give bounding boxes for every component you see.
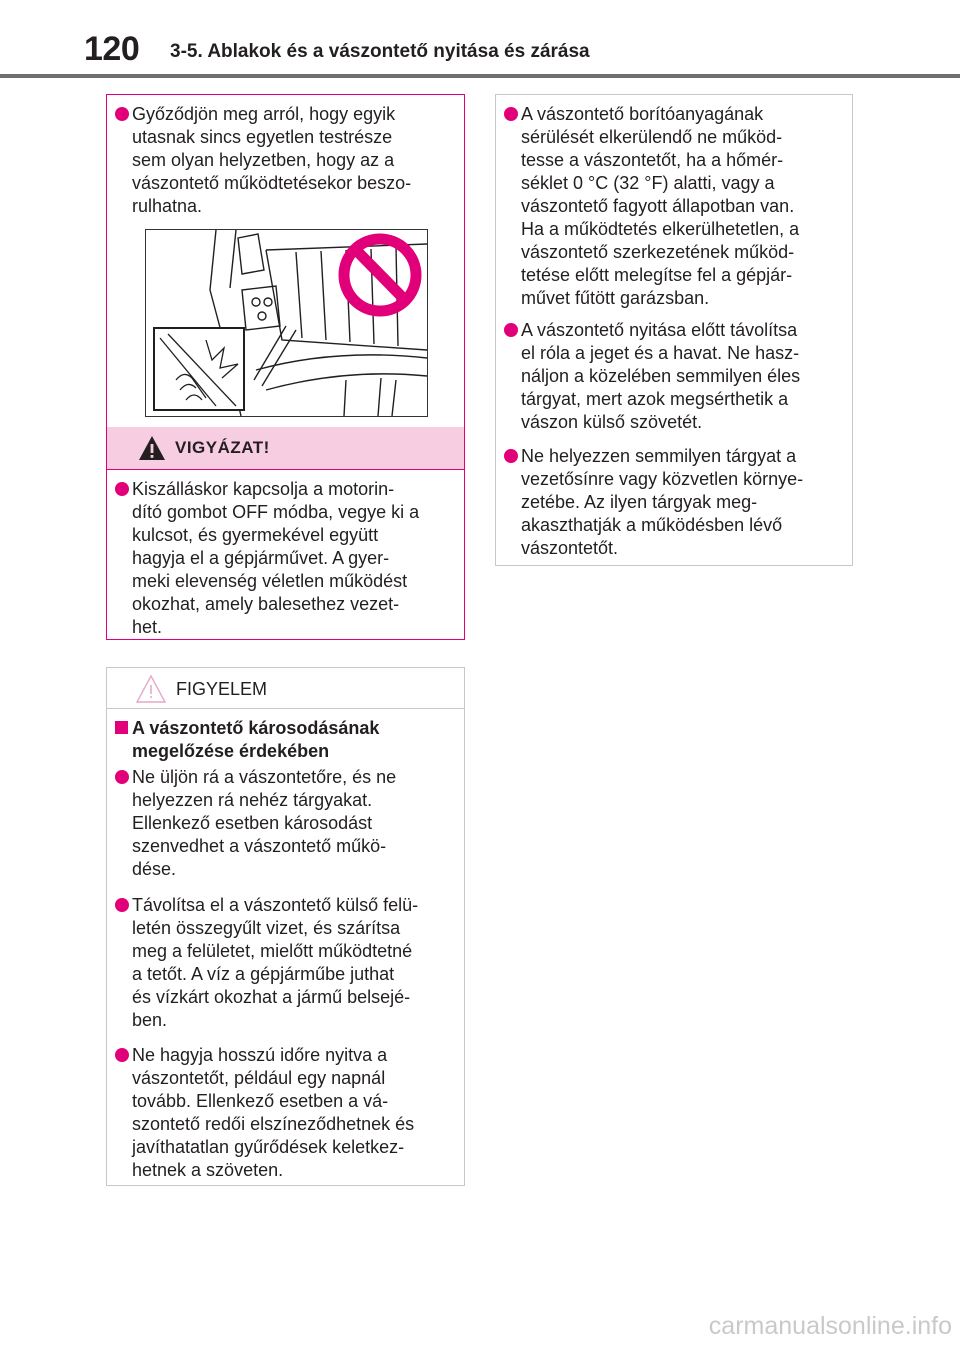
sunroof-pinch-illustration xyxy=(146,230,427,416)
notice-triangle-icon xyxy=(135,674,167,704)
notice-heading xyxy=(115,717,456,763)
notice-item-no-sitting xyxy=(115,766,456,881)
bullet-icon xyxy=(115,482,129,496)
bullet-icon xyxy=(115,898,129,912)
notice-item-text: Ne hagyja hosszú időre nyitva a vászontetőt, például egy napnál tovább. Ellenkező esetben a vá- szontető redői elszíneződhetnek és javíthatatlan gyűrődések keletkez- hetnek a szöveten. xyxy=(132,1045,415,1180)
notice-item-remove-water xyxy=(115,894,456,1032)
bullet-icon xyxy=(115,107,129,121)
warning-triangle-icon xyxy=(137,434,167,462)
right-item-text: A vászontető borítóanyagának sérülését elkerülendő ne működ- tesse a vászontetőt, ha a hőmér- séklet 0 °C (32 °F) alatti, vagy a vászontető fagyott állapotban van. Ha a működtetés elkerülhetetlen, a vászontető szerkezetének működ- tetése előtt melegítse fel a gépjár- művet fűtött garázsban. xyxy=(521,104,800,308)
notice-item-text: Ne üljön rá a vászontetőre, és ne helyezzen rá nehéz tárgyakat. Ellenkező esetben károsodást szenvedhet a vászontető műkö- dése. xyxy=(132,767,397,879)
warning-box xyxy=(106,94,465,640)
warning-item-text: Kiszálláskor kapcsolja a motorin- dító gombot OFF módba, vegye ki a kulcsot, és gyermekével együtt hagyja el a gépjárművet. A gyer- meki elevenség véletlen működést okozhat, amely balesethez vezet- het. xyxy=(132,479,420,637)
caution-band-divider xyxy=(107,469,464,470)
bullet-icon xyxy=(504,323,518,337)
bullet-icon xyxy=(504,449,518,463)
right-item-guide-rail xyxy=(504,445,844,560)
warning-item-text: Győződjön meg arról, hogy egyik utasnak sincs egyetlen testrésze sem olyan helyzetben, hogy az a vászontető működtetésekor beszo- rulhatna. xyxy=(132,104,412,216)
page-number: 120 xyxy=(84,30,140,68)
right-notice-box xyxy=(495,94,853,566)
right-item-text: A vászontető nyitása előtt távolítsa el róla a jeget és a havat. Ne hasz- náljon a közelében semmilyen éles tárgyat, mert azok megsérthetik a vászon külső szövetét. xyxy=(521,320,801,432)
right-item-ice-snow xyxy=(504,319,844,434)
page-header xyxy=(0,0,960,80)
bullet-icon xyxy=(115,1048,129,1062)
notice-heading-text: A vászontető károsodásának megelőzése érdekében xyxy=(132,718,380,761)
bullet-icon xyxy=(115,770,129,784)
warning-item-leaving-car xyxy=(115,478,456,639)
right-item-cold xyxy=(504,103,844,310)
notice-header xyxy=(107,668,464,709)
notice-box xyxy=(106,667,465,1186)
sunroof-illustration xyxy=(145,229,428,417)
notice-item-long-open xyxy=(115,1044,456,1182)
notice-item-text: Távolítsa el a vászontető külső felü- letén összegyűlt vizet, és szárítsa meg a felületet, mielőtt működtetné a tetőt. A víz a gépjárműbe juthat és vízkárt okozhat a jármű belsejé- ben. xyxy=(132,895,419,1030)
caution-label: VIGYÁZAT! xyxy=(175,438,270,457)
square-bullet-icon xyxy=(115,721,128,734)
warning-item-trapping xyxy=(115,103,456,218)
header-rule xyxy=(0,74,960,78)
notice-label: FIGYELEM xyxy=(176,679,268,699)
caution-band xyxy=(107,427,464,469)
watermark: carmanualsonline.info xyxy=(708,1312,952,1340)
bullet-icon xyxy=(504,107,518,121)
right-item-text: Ne helyezzen semmilyen tárgyat a vezetősínre vagy közvetlen környe- zetébe. Az ilyen tárgyak meg- akaszthatják a működésben lévő vászontetőt. xyxy=(521,446,804,558)
section-title: 3-5. Ablakok és a vászontető nyitása és zárása xyxy=(170,41,590,62)
